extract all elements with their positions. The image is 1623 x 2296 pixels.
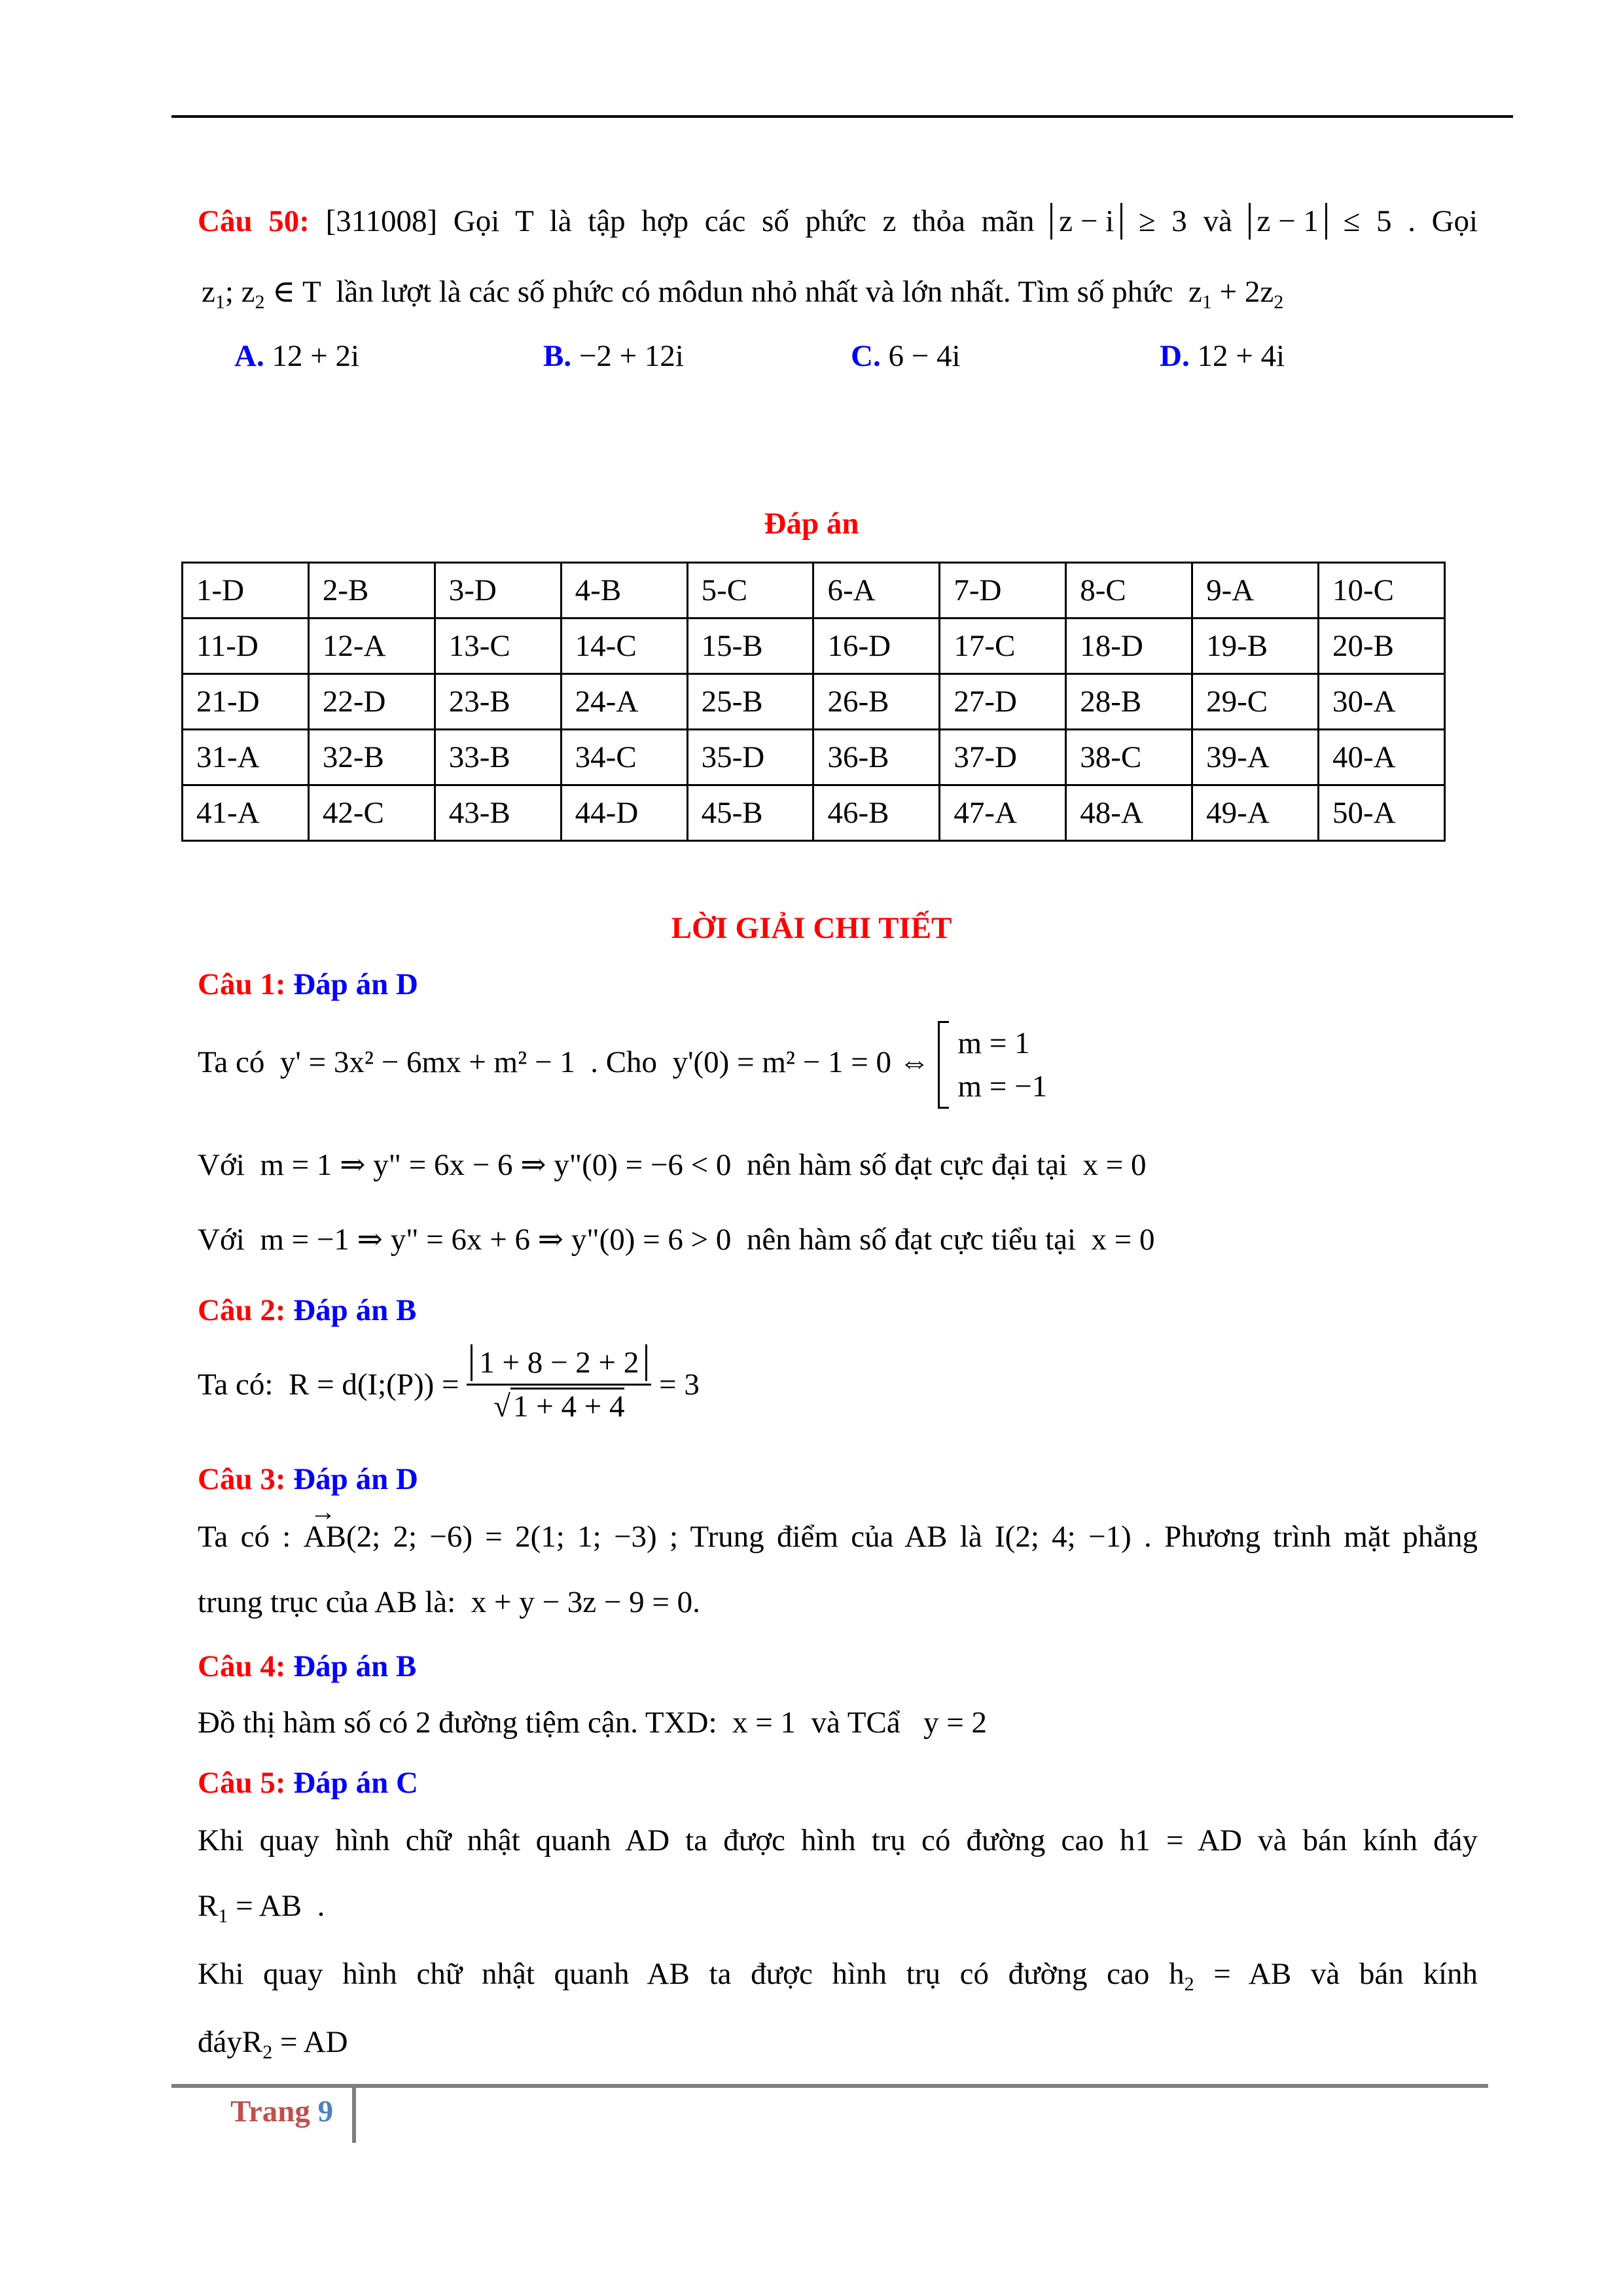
answer-cell: 48-A: [1066, 785, 1192, 841]
answer-cell: 13-C: [435, 619, 561, 674]
solution-5-heading: Câu 5: Đáp án C: [198, 1766, 418, 1800]
option-d[interactable]: D. 12 + 4i: [1160, 339, 1285, 373]
answer-cell: 49-A: [1192, 785, 1319, 841]
answer-cell: 34-C: [561, 730, 687, 785]
solution-1-line1: Ta có y' = 3x² − 6mx + m² − 1 . Cho y'(0) = m² − 1 = 0 ⇔ m = 1 m = −1: [198, 1021, 1047, 1109]
answer-row: [183, 563, 1445, 619]
answer-cell: 35-D: [687, 730, 813, 785]
answer-row: [183, 674, 1445, 730]
solution-1-line3: Với m = −1 ⇒ y" = 6x + 6 ⇒ y"(0) = 6 > 0 nên hàm số đạt cực tiểu tại x = 0: [198, 1223, 1155, 1257]
answer-cell: 22-D: [308, 674, 435, 730]
footer-separator: [352, 2088, 356, 2143]
answer-cell: 44-D: [561, 785, 687, 841]
option-c[interactable]: C. 6 − 4i: [851, 339, 961, 373]
solution-5-line3: Khi quay hình chữ nhật quanh AB ta được hình trụ có đường cao $h_2$ = AB và bán kính: [198, 1957, 1478, 1995]
option-a[interactable]: A. 12 + 2i: [234, 339, 360, 373]
answer-cell: 5-C: [687, 563, 813, 619]
condition-2: z − 1 ≤ 5: [1249, 204, 1392, 238]
footer-rule: [171, 2084, 1488, 2088]
solution-4-line1: Đồ thị hàm số có 2 đường tiệm cận. TXD: x = 1 và TCẩ y = 2: [198, 1706, 987, 1740]
answer-cell: 2-B: [308, 563, 435, 619]
z-set: $z_1$; $z_2$ ∈ T: [202, 275, 321, 313]
answer-cell: 9-A: [1192, 563, 1319, 619]
answer-cell: 50-A: [1319, 785, 1445, 841]
answer-cell: 29-C: [1192, 674, 1319, 730]
solution-3-line1: Ta có : → AB(2; 2; −6) = 2(1; 1; −3) ; Trung điểm của AB là I(2; 4; −1) . Phương trình mặt phẳng: [198, 1518, 1478, 1555]
answer-cell: 40-A: [1319, 730, 1445, 785]
conjunction: và: [1203, 204, 1232, 238]
answer-cell: 37-D: [940, 730, 1066, 785]
solution-1-heading: Câu 1: Đáp án D: [198, 967, 418, 1001]
solution-4-heading: Câu 4: Đáp án B: [198, 1649, 417, 1683]
question-text: [311008] Gọi T là tập hợp các số phức z thỏa mãn: [325, 204, 1035, 238]
answer-cell: 28-B: [1066, 674, 1192, 730]
answer-cell: 24-A: [561, 674, 687, 730]
answer-cell: 33-B: [435, 730, 561, 785]
page-label: Trang: [230, 2094, 310, 2128]
answer-cell: 4-B: [561, 563, 687, 619]
answer-cell: 31-A: [183, 730, 309, 785]
solution-2-formula: Ta có: R = d(I;(P)) = $\frac{1 + 8 - 2 + 2}{√1 + 4 + 4}$ = 3: [198, 1344, 700, 1426]
solution-3-heading: Câu 3: Đáp án D: [198, 1462, 418, 1496]
answer-cell: 17-C: [940, 619, 1066, 674]
answer-table: [181, 562, 1446, 842]
answer-cell: 8-C: [1066, 563, 1192, 619]
solution-5-line1: Khi quay hình chữ nhật quanh AD ta được hình trụ có đường cao h1 = AD và bán kính đáy: [198, 1823, 1478, 1857]
answer-cell: 41-A: [183, 785, 309, 841]
answer-cell: 39-A: [1192, 730, 1319, 785]
answer-cell: 10-C: [1319, 563, 1445, 619]
answer-cell: 23-B: [435, 674, 561, 730]
answer-cell: 20-B: [1319, 619, 1445, 674]
solution-3-line2: trung trục của AB là: x + y − 3z − 9 = 0.: [198, 1585, 700, 1619]
question-50-line1: [198, 203, 1478, 240]
answer-cell: 32-B: [308, 730, 435, 785]
answer-cell: 42-C: [308, 785, 435, 841]
answer-cell: 21-D: [183, 674, 309, 730]
distance-fraction: $\frac{1 + 8 - 2 + 2}{√1 + 4 + 4}$: [467, 1344, 651, 1426]
answer-cell: 27-D: [940, 674, 1066, 730]
answer-cell: 11-D: [183, 619, 309, 674]
answer-cell: 47-A: [940, 785, 1066, 841]
question-50-line2: [202, 274, 1283, 314]
vector-ab: → AB: [304, 1518, 346, 1555]
solution-2-heading: Câu 2: Đáp án B: [198, 1293, 417, 1327]
page-footer: [230, 2093, 333, 2130]
question-text-end: . Gọi: [1408, 204, 1478, 238]
answer-cell: 3-D: [435, 563, 561, 619]
answer-row: [183, 619, 1445, 674]
answers-title: Đáp án: [764, 507, 859, 541]
answer-cell: 43-B: [435, 785, 561, 841]
header-rule: [171, 115, 1513, 118]
answer-cell: 19-B: [1192, 619, 1319, 674]
answer-cell: 30-A: [1319, 674, 1445, 730]
answer-cell: 36-B: [813, 730, 940, 785]
system-bracket: [938, 1021, 949, 1109]
answer-cell: 16-D: [813, 619, 940, 674]
system-equations: m = 1 m = −1: [957, 1026, 1048, 1103]
question-label: Câu 50:: [198, 204, 310, 238]
answer-cell: 18-D: [1066, 619, 1192, 674]
answer-cell: 46-B: [813, 785, 940, 841]
solution-5-line2: $R_1$ = AB .: [198, 1889, 325, 1927]
answer-cell: 15-B: [687, 619, 813, 674]
answer-cell: 12-A: [308, 619, 435, 674]
condition-1: z − i ≥ 3: [1050, 204, 1187, 238]
answer-cell: 45-B: [687, 785, 813, 841]
solutions-title: LỜI GIẢI CHI TIẾT: [671, 911, 952, 945]
page-number: 9: [317, 2094, 334, 2128]
answer-cell: 38-C: [1066, 730, 1192, 785]
answer-cell: 6-A: [813, 563, 940, 619]
option-b[interactable]: B. −2 + 12i: [543, 339, 684, 373]
answer-cell: 25-B: [687, 674, 813, 730]
answer-row: [183, 785, 1445, 841]
answer-cell: 14-C: [561, 619, 687, 674]
question-text-2: lần lượt là các số phức có môdun nhỏ nhất và lớn nhất. Tìm số phức: [336, 275, 1173, 309]
answer-cell: 26-B: [813, 674, 940, 730]
answer-row: [183, 730, 1445, 785]
target-expression: $z_1 + 2z_2$: [1188, 275, 1284, 313]
answer-cell: 7-D: [940, 563, 1066, 619]
solution-5-line4: đáyR$_2$ = AD: [198, 2025, 348, 2063]
solution-1-line2: Với m = 1 ⇒ y" = 6x − 6 ⇒ y"(0) = −6 < 0 nên hàm số đạt cực đại tại x = 0: [198, 1148, 1147, 1182]
answer-cell: 1-D: [183, 563, 309, 619]
